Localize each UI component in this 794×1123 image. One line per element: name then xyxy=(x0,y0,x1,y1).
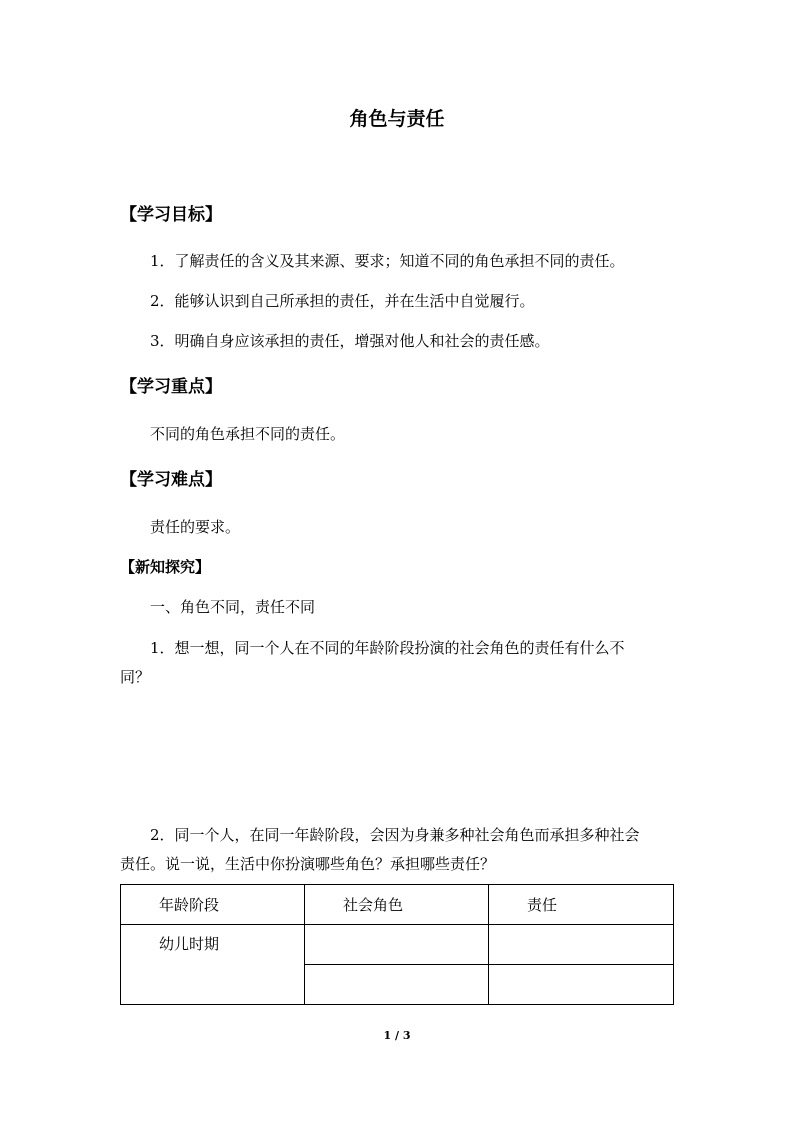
cell-role-blank xyxy=(305,965,489,1005)
difficulty-heading: 【学习难点】 xyxy=(120,470,222,490)
objectives-heading: 【学习目标】 xyxy=(120,205,222,225)
explore-heading: 【新知探究】 xyxy=(120,558,211,576)
cell-duty-blank xyxy=(489,925,674,965)
question-1-line-1: 1．想一想，同一个人在不同的年龄阶段扮演的社会角色的责任有什么不 xyxy=(150,639,625,657)
page-title: 角色与责任 xyxy=(349,108,445,130)
objective-item-2: 2．能够认识到自己所承担的责任，并在生活中自觉履行。 xyxy=(150,292,535,310)
cell-age-stage: 幼儿时期 xyxy=(121,925,305,1005)
cell-duty-blank xyxy=(489,965,674,1005)
difficulty-text: 责任的要求。 xyxy=(150,518,241,536)
question-1-line-2: 同？ xyxy=(120,668,151,686)
cell-role-blank xyxy=(305,925,489,965)
question-2-line-2: 责任。说一说，生活中你扮演哪些角色？承担哪些责任？ xyxy=(120,855,496,873)
objective-item-3: 3．明确自身应该承担的责任，增强对他人和社会的责任感。 xyxy=(150,332,550,350)
objective-item-1: 1．了解责任的含义及其来源、要求；知道不同的角色承担不同的责任。 xyxy=(150,252,625,270)
key-point-text: 不同的角色承担不同的责任。 xyxy=(150,425,346,443)
header-responsibility: 责任 xyxy=(489,885,674,925)
table-row xyxy=(121,925,674,965)
key-point-heading: 【学习重点】 xyxy=(120,377,222,397)
header-social-role: 社会角色 xyxy=(305,885,489,925)
explore-subheading: 一、角色不同，责任不同 xyxy=(150,598,316,616)
roles-table xyxy=(120,884,674,1005)
header-age-stage: 年龄阶段 xyxy=(121,885,305,925)
table-header-row xyxy=(121,885,674,925)
question-2-line-1: 2．同一个人，在同一年龄阶段，会因为身兼多种社会角色而承担多种社会 xyxy=(150,826,640,844)
page-number: 1 / 3 xyxy=(383,1029,411,1042)
